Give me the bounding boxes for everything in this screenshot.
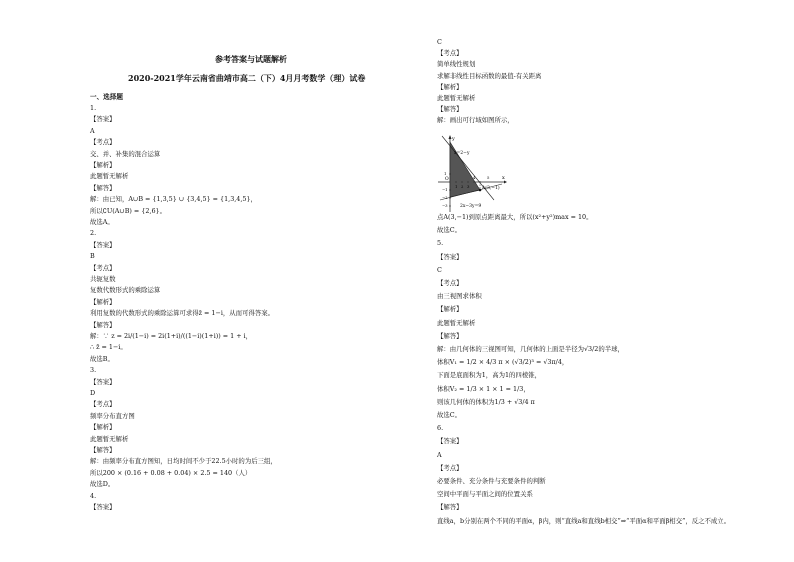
- right-bottom-line: 【解答】: [437, 331, 463, 340]
- left-col-line: A: [90, 126, 95, 135]
- left-col-line: 【答案】: [90, 115, 116, 124]
- left-col-line: 【解答】: [90, 183, 116, 192]
- right-bottom-line: 5.: [437, 239, 444, 248]
- right-bottom-line: 直线a，b分别在两个不同的平面α，β内，则“直线a和直线b相交”⇒“平面α和平面β相交”，反之不成立。: [437, 516, 731, 525]
- right-top-line: 简单线性规划: [437, 60, 476, 69]
- right-top-line: 此题暂无解析: [437, 94, 476, 102]
- left-col-line: 此题暂无解析: [90, 172, 129, 181]
- right-bottom-line: C: [437, 265, 442, 274]
- left-col-line: 故选B。: [90, 354, 114, 363]
- tick-x-3: 3: [467, 184, 470, 189]
- right-bottom-line: 必要条件、充分条件与充要条件的判断: [437, 477, 546, 485]
- left-col-line: 【考点】: [90, 138, 116, 147]
- right-top-line: 求解非线性目标函数的最值-有关距离: [437, 71, 542, 80]
- left-col-line: 所以200 × (0.16 + 0.08 + 0.04) × 2.5 = 140（人）: [90, 468, 252, 477]
- left-col-line: 【考点】: [90, 400, 116, 409]
- right-top-line: 解：画出可行域如图所示，: [437, 116, 514, 125]
- left-col-line: 频率分布直方图: [90, 411, 135, 420]
- right-bottom-line: 【考点】: [437, 463, 463, 472]
- right-bottom-line: 【答案】: [437, 437, 463, 446]
- right-top-line: C: [437, 38, 442, 46]
- feasible-region-graph: [432, 134, 508, 214]
- tick-y-1: 1: [444, 171, 447, 176]
- left-col-line: 利用复数的代数形式的乘除运算可求得z̄ = 1−i，从而可得答案。: [90, 309, 275, 318]
- right-bottom-line: 点A(3,−1)到原点距离最大，所以(x²+y²)max = 10。: [437, 213, 593, 221]
- right-bottom-line: 【考点】: [437, 279, 463, 287]
- left-col-line: 【解析】: [90, 423, 116, 432]
- page-title: 参考答案与试题解析: [215, 54, 287, 64]
- point-label: A(3,−1): [482, 186, 500, 191]
- left-col-line: 3.: [90, 366, 97, 375]
- right-bottom-line: 解：由几何体的三视图可知，几何体的上面是半径为√3/2的半球，: [437, 345, 624, 353]
- right-bottom-line: 故选C。: [437, 411, 462, 419]
- left-col-line: 【解析】: [90, 161, 116, 169]
- left-col-line: 复数代数形式的乘除运算: [90, 286, 161, 295]
- right-bottom-line: 空间中平面与平面之间的位置关系: [437, 490, 533, 499]
- axis-label-y: y: [452, 136, 455, 142]
- left-col-line: ∴ z̄ = 1−i。: [90, 343, 127, 352]
- right-bottom-line: 【解析】: [437, 305, 463, 314]
- left-col-line: D: [90, 389, 96, 397]
- left-col-line: 所以∁U(A∪B) = {2,6}。: [90, 206, 166, 215]
- tick-x-5: 5: [487, 175, 490, 180]
- left-col-line: 交、并、补集的混合运算: [90, 149, 161, 158]
- left-col-line: 解：∵ z = 2i/(1−i) = 2i(1+i)/((1−i)(1+i)) = 1 + i，: [90, 332, 253, 340]
- tick-y-m1: −1: [442, 187, 448, 192]
- left-col-line: 故选D。: [90, 480, 115, 489]
- left-col-line: 【解析】: [90, 297, 116, 306]
- right-bottom-line: A: [437, 450, 442, 459]
- right-bottom-line: 故选C。: [437, 226, 462, 235]
- right-bottom-line: 则该几何体的体积为1/3 + √3/4 π: [437, 397, 535, 406]
- tick-x-1: 1: [455, 184, 458, 189]
- left-col-line: 【答案】: [90, 377, 116, 386]
- tick-x-4: 4: [473, 175, 476, 180]
- left-col-line: 共轭复数: [90, 275, 116, 283]
- right-bottom-line: 由三视图求体积: [437, 292, 482, 301]
- left-col-line: B: [90, 252, 95, 261]
- line-label-1: x=2−y: [454, 151, 470, 156]
- right-top-line: 【解析】: [437, 82, 463, 91]
- left-col-line: 解：由频率分布直方图知，日均时间不少于22.5小时的为后三组，: [90, 457, 277, 466]
- tick-y-m2: −2: [442, 195, 448, 200]
- left-col-line: 【答案】: [90, 503, 116, 511]
- left-col-line: 【答案】: [90, 240, 116, 249]
- right-bottom-line: 此题暂无解析: [437, 318, 476, 327]
- origin-label: O: [445, 177, 449, 182]
- left-col-line: 此题暂无解析: [90, 434, 129, 443]
- tick-y-m3: −3: [442, 203, 448, 208]
- left-col-line: 4.: [90, 491, 97, 500]
- left-col-line: 【考点】: [90, 263, 116, 272]
- line-label-2: 2x−3y=9: [460, 204, 482, 209]
- page-subtitle: 2020-2021学年云南省曲靖市高二（下）4月月考数学（理）试卷: [128, 73, 366, 83]
- right-bottom-line: 6.: [437, 424, 444, 433]
- left-col-line: 【解答】: [90, 320, 116, 329]
- right-bottom-line: 体积V₁ = 1/2 × 4/3 π × (√3/2)³ = √3π/4，: [437, 358, 569, 367]
- left-col-line: 2.: [90, 229, 97, 238]
- tick-x-2: 2: [461, 184, 464, 189]
- left-col-line: 【解答】: [90, 446, 116, 454]
- axis-label-x: x: [502, 175, 505, 181]
- section-heading: 一、选择题: [90, 93, 123, 101]
- right-bottom-line: 体积V₂ = 1/3 × 1 × 1 = 1/3，: [437, 384, 530, 393]
- left-col-line: 1.: [90, 104, 97, 112]
- right-top-line: 【考点】: [437, 49, 463, 58]
- left-col-line: 解：由已知，A∪B = {1,3,5} ∪ {3,4,5} = {1,3,4,5}，: [90, 195, 257, 204]
- right-bottom-line: 下面是底面积为1，高为1的四棱锥，: [437, 371, 541, 380]
- right-bottom-line: 【解答】: [437, 503, 463, 512]
- right-top-line: 【解答】: [437, 105, 463, 114]
- left-col-line: 故选A。: [90, 218, 114, 226]
- right-bottom-line: 【答案】: [437, 252, 463, 261]
